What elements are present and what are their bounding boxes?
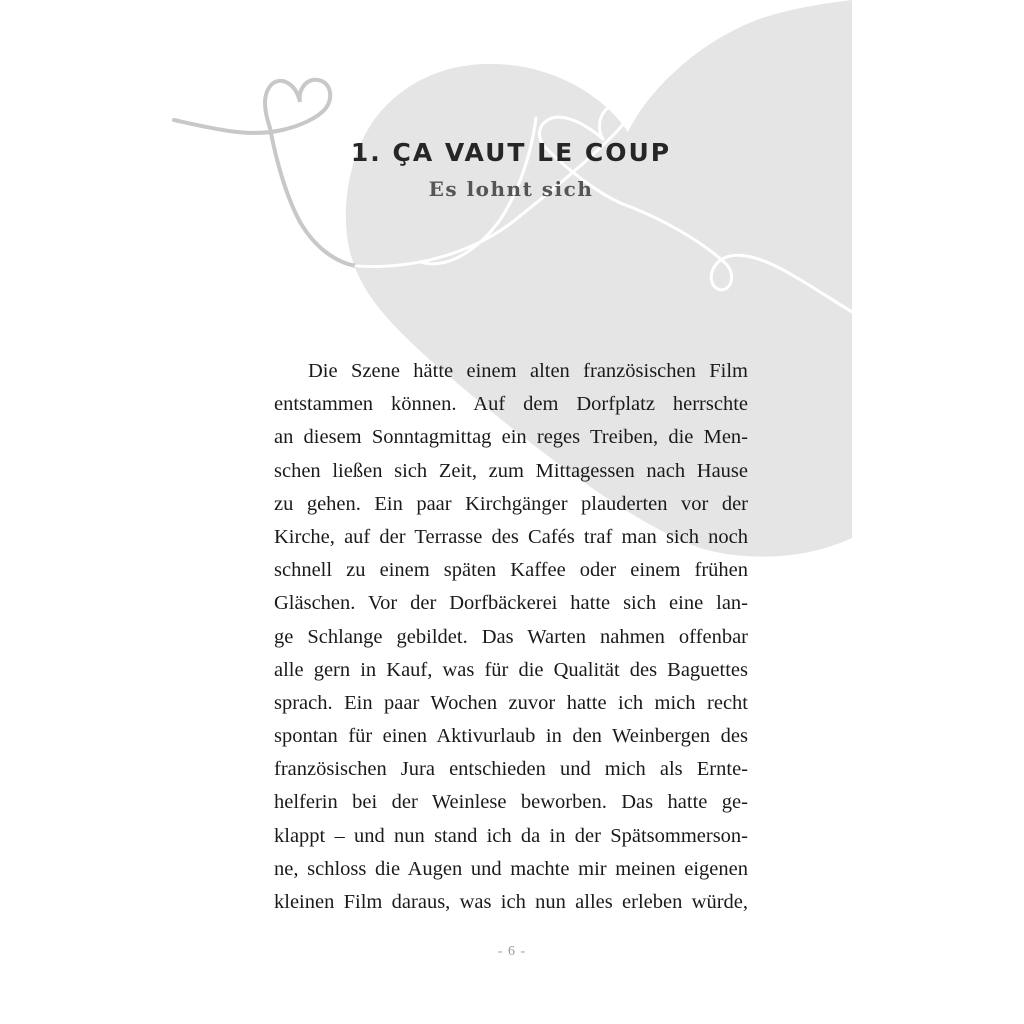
body-line: Kirche, auf der Terrasse des Cafés traf man sich noch	[274, 525, 748, 548]
body-line: ge Schlange gebildet. Das Warten nahmen offenbar	[274, 625, 748, 648]
body-line: entstammen können. Auf dem Dorfplatz herrschte	[274, 393, 748, 416]
body-line: spontan für einen Aktivurlaub in den Weinbergen des	[274, 725, 748, 748]
string-heart-icon	[174, 80, 356, 266]
body-line: zu gehen. Ein paar Kirchgänger plauderten vor der	[274, 492, 748, 515]
body-line: schen ließen sich Zeit, zum Mittagessen nach Hause	[274, 459, 748, 482]
body-line: ne, schloss die Augen und machte mir meinen eigenen	[274, 857, 748, 880]
body-line: helferin bei der Weinlese beworben. Das hatte ge-	[274, 791, 748, 814]
chapter-title: 1. ÇA VAUT LE COUP	[350, 138, 672, 167]
body-line: schnell zu einem späten Kaffee oder einem frühen	[274, 559, 748, 582]
body-line: alle gern in Kauf, was für die Qualität des Baguettes	[274, 658, 748, 681]
body-text	[274, 355, 748, 919]
body-line: sprach. Ein paar Wochen zuvor hatte ich mich recht	[274, 691, 748, 714]
chapter-subtitle: Es lohnt sich	[428, 177, 594, 201]
body-line: Gläschen. Vor der Dorfbäckerei hatte sich eine lan-	[274, 592, 748, 615]
body-line: klappt – und nun stand ich da in der Spätsommerson-	[274, 824, 748, 847]
page-number: - 6 -	[497, 944, 527, 959]
body-line: an diesem Sonntagmittag ein reges Treiben, die Men-	[274, 426, 748, 449]
body-line: französischen Jura entschieden und mich als Ernte-	[274, 758, 748, 781]
body-line: Die Szene hätte einem alten französischen Film	[308, 360, 748, 382]
body-line: kleinen Film daraus, was ich nun alles erleben würde,	[274, 891, 748, 913]
